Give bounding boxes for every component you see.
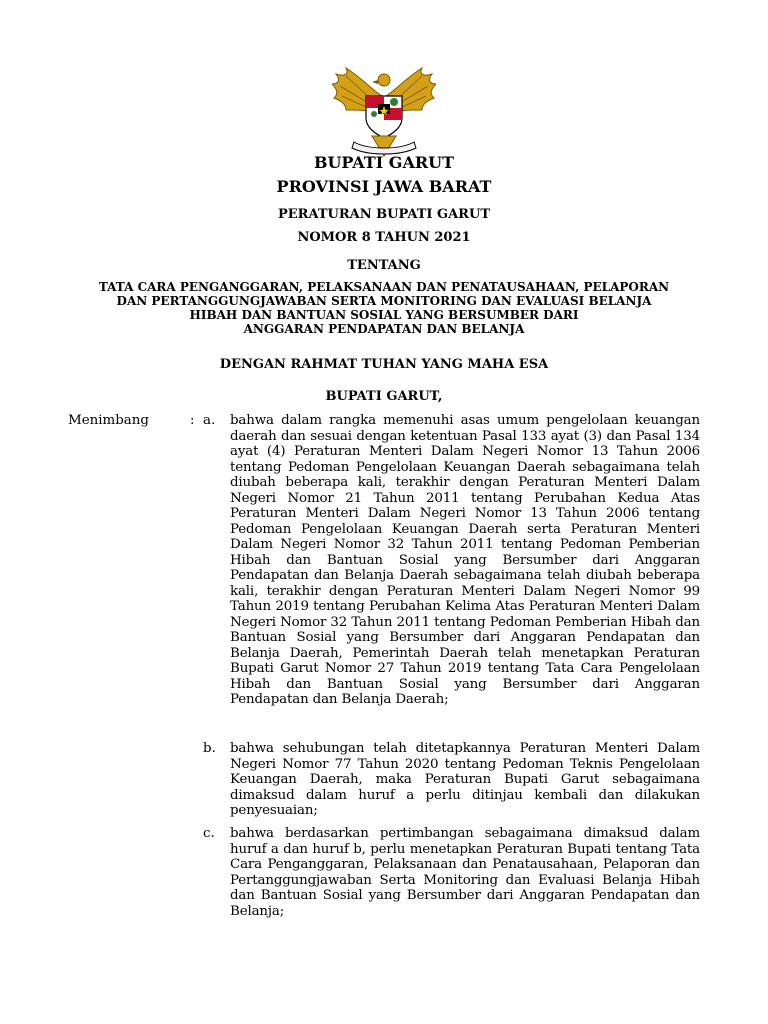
consideration-letter-b: b. [203, 741, 216, 756]
blessing-line: DENGAN RAHMAT TUHAN YANG MAHA ESA [219, 357, 549, 372]
consideration-text-c: bahwa berdasarkan pertimbangan sebagaimana dimaksud dalam huruf a dan huruf b, perlu menetapkan Peraturan Bupati tentang Tata Cara Penganggaran, Pelaksanaan dan Penatausahaan, Pelaporan dan Pertanggungjawaban Serta Monitoring dan Evaluasi Belanja Hibah dan Bantuan Sosial yang Bersumber dari Anggaran Pendapatan dan Belanja; [230, 826, 700, 919]
issuer-line: BUPATI GARUT, [325, 389, 443, 404]
regulation-title: PERATURAN BUPATI GARUT [278, 207, 490, 222]
consideration-text-a: bahwa dalam rangka memenuhi asas umum pengelolaan keuangan daerah dan sesuai dengan ketentuan Pasal 133 ayat (3) dan Pasal 134 ayat (4) Peraturan Menteri Dalam Negeri Nomor 13 Tahun 2006 tentang Pedoman Pengelolaan Keuangan Daerah sebagaimana telah diubah beberapa kali, terakhir dengan Peraturan Menteri Dalam Negeri Nomor 21 Tahun 2011 tentang Perubahan Kedua Atas Peraturan Menteri Dalam Negeri Nomor 13 Tahun 2006 tentang Pedoman Pengelolaan Keuangan Daerah serta Peraturan Menteri Dalam Negeri Nomor 32 Tahun 2011 tentang Pedoman Pemberian Hibah dan Bantuan Sosial yang Bersumber dari Anggaran Pendapatan dan Belanja Daerah sebagaimana telah diubah beberapa kali, terakhir dengan Peraturan Menteri Dalam Negeri Nomor 99 Tahun 2019 tentang Perubahan Kelima Atas Peraturan Menteri Dalam Negeri Nomor 32 Tahun 2011 tentang Pedoman Pemberian Hibah dan Bantuan Sosial yang Bersumber dari Anggaran Pendapatan dan Belanja Daerah, Pemerintah Daerah telah menetapkan Peraturan Bupati Garut Nomor 27 Tahun 2019 tentang Tata Cara Pengelolaan Hibah dan Bantuan Sosial yang Bersumber dari Anggaran Pendapatan dan Belanja Daerah; [230, 413, 700, 707]
menimbang-colon: : [190, 413, 195, 428]
subject-line-2: DAN PERTANGGUNGJAWABAN SERTA MONITORING DAN EVALUASI BELANJA [116, 294, 652, 308]
subject-line-4: ANGGARAN PENDAPATAN DAN BELANJA [243, 322, 525, 336]
garuda-emblem-icon [332, 66, 436, 158]
regent-title: BUPATI GARUT [313, 153, 455, 172]
province-title: PROVINSI JAWA BARAT [276, 177, 492, 196]
consideration-letter-a: a. [203, 413, 216, 428]
menimbang-label: Menimbang [68, 413, 149, 428]
regulation-number: NOMOR 8 TAHUN 2021 [297, 230, 471, 245]
consideration-text-b: bahwa sehubungan telah ditetapkannya Peraturan Menteri Dalam Negeri Nomor 77 Tahun 2020 tentang Pedoman Teknis Pengelolaan Keuangan Daerah, maka Peraturan Bupati Garut sebagaimana dimaksud dalam huruf a perlu ditinjau kembali dan dilakukan penyesuaian; [230, 741, 700, 818]
consideration-letter-c: c. [203, 826, 215, 841]
subject-line-1: TATA CARA PENGANGGARAN, PELAKSANAAN DAN PENATAUSAHAAN, PELAPORAN [98, 280, 670, 294]
subject-line-3: HIBAH DAN BANTUAN SOSIAL YANG BERSUMBER DARI [189, 308, 579, 322]
about-heading: TENTANG [347, 258, 421, 273]
